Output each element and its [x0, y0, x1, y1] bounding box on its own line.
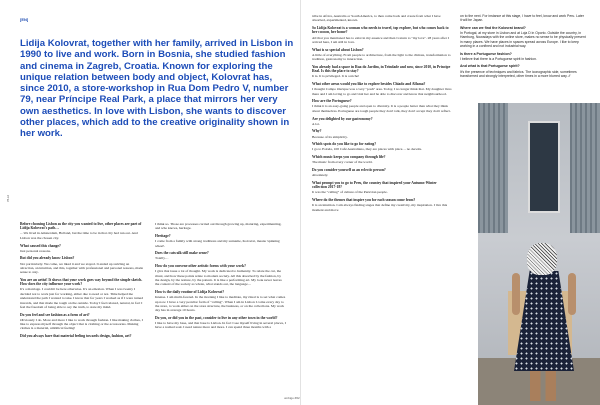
qa-block	[155, 251, 286, 260]
answer: In Portugal, at my store in Lisbon and at Loja D in Oporto. Outside the country, in Hamburg, Nowadays with the online store, makes no sense to be physically present in many places. We have places in spaces spread across Europe. I like to keep working in a confined and not industrial way.	[460, 31, 586, 48]
answer: I think so. Those are processes carried out through growing up, maturing, experimenting, and who knows, heritage.	[155, 222, 282, 231]
question: Do you consider yourself as an eclectic person?	[312, 168, 386, 173]
qa-block	[312, 65, 452, 79]
language-tag: [EN]	[20, 17, 29, 22]
question: Do you, or did you in the past, consider to live in any other town in the world?	[155, 315, 278, 320]
interview-column-1	[20, 222, 144, 339]
question: But did you already know Lisbon?	[20, 256, 75, 261]
answer: I like to have my base, and that base is Lisbon. In fact I see myself living in several places, I have a nomad soul. I need nature more and more. I can spend three months with a	[155, 321, 286, 330]
question: Is there a Portuguese fashion?	[460, 51, 512, 56]
qa-block	[20, 334, 144, 338]
answer: It is an intuition. I am always finding stages that define my creativity, my inspiration. I live this moment and move	[312, 203, 448, 212]
question: How are the Portuguese?	[312, 99, 352, 104]
answer: I come from a family with strong traditions and my surname, Kolovrat, means 'spinning wheel'.	[155, 239, 280, 248]
answer: …We lived in Amsterdam, Holland, but the time to be in that city had run out. And Lisbon was the chosen city.	[20, 231, 138, 240]
qa-block	[155, 222, 286, 231]
qa-block	[20, 222, 144, 240]
photo-shutter-right	[570, 103, 600, 233]
qa-block	[312, 142, 452, 151]
fashion-photo	[478, 103, 600, 405]
question: Where can we find the Kolovrat brand?	[460, 25, 526, 30]
question: Did you always have that material feeling towards design, fashion, art?	[20, 334, 132, 339]
qa-block	[20, 313, 144, 331]
page-gutter	[300, 0, 301, 405]
question: How do you convene other artistic forms with your work?	[155, 264, 246, 269]
photo-model-arm-left	[512, 273, 520, 315]
qa-block	[312, 198, 452, 212]
qa-block	[312, 129, 452, 138]
qa-block	[20, 278, 144, 309]
photo-window	[528, 121, 560, 213]
answer: Absolutely.	[312, 173, 329, 178]
qa-block	[20, 256, 144, 274]
page-folio: umbigo #62	[284, 396, 300, 400]
answer: It's a marriage. I couldn't be here otherwise. It's an emotion. When I was twenty I decided not to work just for working, either due to need or not. Time helped me understand the path I wanted to take. I know that for years I worked as if I were turned inwards, and that made me tough on the outside. Today I feel relaxed, natural, in fact I feel the freedom of being able to say the truth, to state my mind.	[20, 287, 144, 309]
answer: I thought Campo Ourique was a very "posh" area. Today, I no longer think that. My daughter lives there and I am loving to go and visit her and be able to discover and know that neighbourhood.	[312, 87, 452, 96]
interview-column-2	[155, 222, 286, 333]
question: Heritage?	[155, 234, 171, 239]
qa-block	[155, 234, 286, 248]
question: Which spots do you like to go for eating?	[312, 142, 377, 147]
qa-block	[312, 48, 452, 62]
question: What prompt you to go to Peru, the country that inspired your Autumn-Winter collection 2017-18?	[312, 180, 437, 190]
answer: Just personal reasons.	[20, 248, 51, 253]
qa-block	[312, 181, 452, 195]
qa-block	[155, 264, 286, 287]
qa-block	[155, 290, 286, 313]
question: And what is that Portuguese spirit?	[460, 64, 520, 69]
qa-block	[312, 82, 452, 96]
question: You are an artist! It shows that your work goes way beyond the simple sketch. How does the city influence your work?	[20, 278, 143, 287]
question: How is the daily routine of Lidija Kolovrat?	[155, 290, 225, 295]
qa-block	[312, 14, 452, 23]
answer: It's the presence of techniques and fabrics. The iconographic side, sometimes transformed and strongly interpreted, other times in a more blurred way. //	[460, 69, 577, 78]
question: What is so special about Lisbon?	[312, 47, 364, 52]
answer: Not particularly. We came, we liked it and we stayed. It ended up swirling an attraction, an intuition, and this, together with professional and personal reasons, made sense to stay.	[20, 261, 144, 275]
question: Where do the themes that inspire you for each season come from?	[312, 198, 416, 203]
answer: Obviously I do. More and more I like to work through fashion. I like making clothes, I like to express myself through the object that is clothing or the accessories. Making clothes is a material, umbilical feeling!	[20, 317, 143, 331]
answer: The music from every corner of the world.	[312, 160, 373, 165]
answer: Because of its simplicity.	[312, 134, 348, 139]
question: Does the catwalk still make sense?	[155, 251, 209, 256]
qa-block	[460, 64, 586, 78]
qa-block	[155, 316, 286, 330]
question: Are you delighted by our gastronomy?	[312, 116, 373, 121]
photo-model-arm-right	[568, 273, 576, 315]
lede-paragraph: Lidija Kolovrat, together with her family, arrived in Lisbon in 1990 to live and work. Born in Bosnia, she studied fashion and cinema in Zagreb, Croatia. Known for exploring the unique relation between body and object, Kolovrat has, since 2010, a store-workshop in Rua Dom Pedro V, number 79, near Príncipe Real Park, a place that mirrors her very own aesthetics. In love with Lisbon, she wants to discover other places, which add to the creative originality shown in her work.	[20, 38, 294, 140]
qa-block	[460, 52, 586, 61]
qa-block	[312, 168, 452, 177]
qa-block	[460, 26, 586, 48]
answer: I go to Estrela, 100 Café Australiano, they are places with place… no deceits.	[312, 147, 422, 152]
answer: A lot.	[312, 121, 320, 126]
answer: Intense. I am multi-faceted. In the morning I like to meditate, my ritual is to set what comes up now. I have a very peculiar form of "calling". When I am in Lisbon I come every day to the store, to work either on the store structure, the business, or on the collections. My work day has in average 10 hours.	[155, 295, 286, 313]
question: So Lidija Kolovrat is a woman who needs to travel, top explore, but who comes back to her cocoon, her home?	[312, 26, 449, 35]
question: Which music keeps you company through life?	[312, 155, 386, 160]
question: Why?	[312, 129, 322, 134]
answer: It was the "calling" of culture of the Peruvian people.	[312, 190, 388, 195]
interview-column-4	[460, 14, 586, 82]
answer: tribe in Africa, Australia or South America, to then come back and create from what I have absorbed, experimented, known.	[312, 14, 441, 23]
photo-model-legs	[530, 371, 556, 401]
qa-block	[312, 26, 452, 44]
answer: I believe that there is a Portuguese spirit in fashion.	[460, 56, 537, 61]
photo-shutter-left	[478, 103, 508, 233]
answer: I give that issue a lot of thought. My work is dedicated to humanity. To relate the cut, the ritual, and how these points relate to modern society. All this absorbed by the fashion, by the design, by the texture, by the pattern. It is like a performing art. My look never leaves the context of the society as whole, what stands out, the language…	[155, 269, 282, 287]
answer: All that you mentioned has to exist in my essence and then I return to "my love". 28 years after I arrived here, I am still in love.	[312, 35, 449, 44]
answer: A little of everything. From people to architecture, from the light to the climate, transformation to tradition, gastronomy to interaction.	[312, 52, 451, 62]
answer: on to the next. For instance at this stage, I have to feel, know and work Peru. Later it will be Japan.	[460, 14, 584, 23]
qa-block	[312, 117, 452, 126]
question: Before choosing Lisbon as the city you wanted to live, other places are part of Lidija Kolovrat's path…	[20, 222, 142, 231]
qa-block	[20, 244, 144, 253]
answer: It is. It is privileged. It is a niche!	[312, 74, 360, 79]
question: What other areas would you like to explore besides Chiado and Alfama?	[312, 82, 426, 87]
photo-net-mask	[527, 243, 557, 275]
interview-column-3	[312, 14, 452, 215]
question: What caused this change?	[20, 243, 61, 248]
left-page-rail: PT&I	[6, 195, 10, 202]
qa-block	[312, 155, 452, 164]
question: You already had a space in Rua do Jardim, in Trindade and now, since 2010, in Príncipe Real. Is this the place to stay?	[312, 64, 451, 74]
answer: I think it is an easy-going people and open to diversity. It is a people better than what they think about themselves. Portuguese are tough people they don't talk, they don't accept they don't reflect.	[312, 104, 451, 113]
qa-block	[460, 14, 586, 23]
question: Do you feel and see fashion as a form of art?	[20, 312, 90, 317]
answer: Totally…	[155, 256, 169, 261]
qa-block	[312, 99, 452, 113]
